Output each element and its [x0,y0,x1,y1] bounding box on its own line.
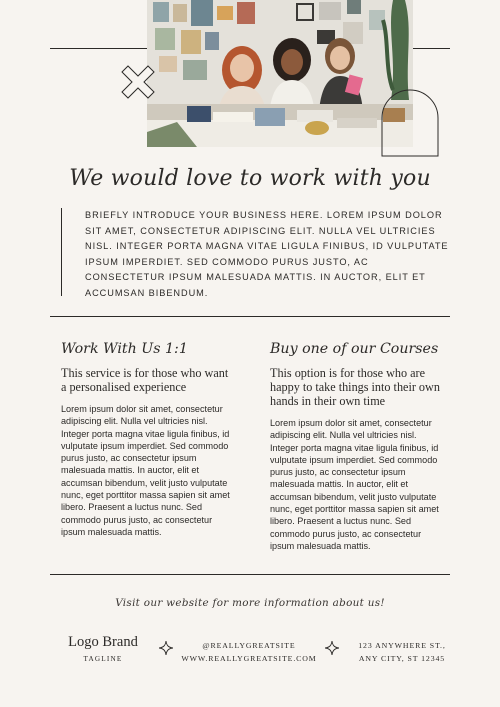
service-body: Lorem ipsum dolor sit amet, consectetur adipiscing elit. Nulla vel ultricies nisl. Integer porta magna vitae ligula finibus, id vulputate ipsum imperdiet. Sed commodo purus justo, ac consectetur ipsum malesuada mattis. In auctor, elit et accumsan bibendum, velit justo vulputate nunc, eget porttitor massa sapien sit amet libero. Praesent a luctus nunc. Sed commodo purus justo, ac consectetur ipsum malesuada mattis. [270,418,439,551]
service-subheading: This service is for those who want a personalised experience [61,366,229,394]
logo-block [58,634,148,663]
sparkle-icon [325,641,339,655]
contact-block [180,640,318,665]
header-rule-right [412,48,450,49]
service-column-2 [270,341,442,552]
address-block [352,640,452,665]
cross-outline-icon [116,60,160,104]
header-photo [147,0,413,147]
service-heading: Buy one of our Courses [270,341,439,357]
social-handle[interactable]: @REALLYGREATSITE [202,641,296,650]
header-rule-left [50,48,148,49]
service-subheading: This option is for those who are happy to take things into their own hands in their own time [270,366,440,408]
address-line-2: ANY CITY, ST 12345 [358,653,446,663]
sparkle-icon [159,641,173,655]
website-callout: Visit our website for more information about us! [115,597,385,609]
logo-brand: Logo Brand [68,634,138,650]
section-divider-bottom [50,574,450,575]
intro-paragraph: BRIEFLY INTRODUCE YOUR BUSINESS HERE. LOREM IPSUM DOLOR SIT AMET, CONSECTETUR ADIPISCING ELIT. NULLA VEL ULTRICIES NISL. INTEGER PORTA MAGNA VITAE LIGULA FINIBUS, ID VULPUTATE IPSUM IMPERDIET. SED COMMODO PURUS JUSTO, AC CONSECTETUR IPSUM MALESUADA MATTIS. IN AUCTOR, ELIT ET ACCUMSAN BIBENDUM. [61,208,451,296]
service-body: Lorem ipsum dolor sit amet, consectetur adipiscing elit. Nulla vel ultricies nisl. Integer porta magna vitae ligula finibus, id vulputate ipsum imperdiet. Sed commodo purus justo, ac consectetur ipsum malesuada mattis. In auctor, elit et accumsan bibendum, velit justo vulputate nunc, eget porttitor massa sapien sit amet libero. Praesent a luctus nunc. Sed commodo purus justo, ac consectetur ipsum malesuada mattis. [61,404,230,537]
address-line-1: 123 ANYWHERE ST., [358,641,446,650]
website-link[interactable]: WWW.REALLYGREATSITE.COM [181,653,317,663]
section-divider-top [50,316,450,317]
service-heading: Work With Us 1:1 [61,341,188,357]
page-title: We would love to work with you [69,166,431,191]
logo-tagline: TAGLINE [83,655,123,663]
service-column-1 [61,341,233,538]
arch-outline-icon [378,84,442,158]
